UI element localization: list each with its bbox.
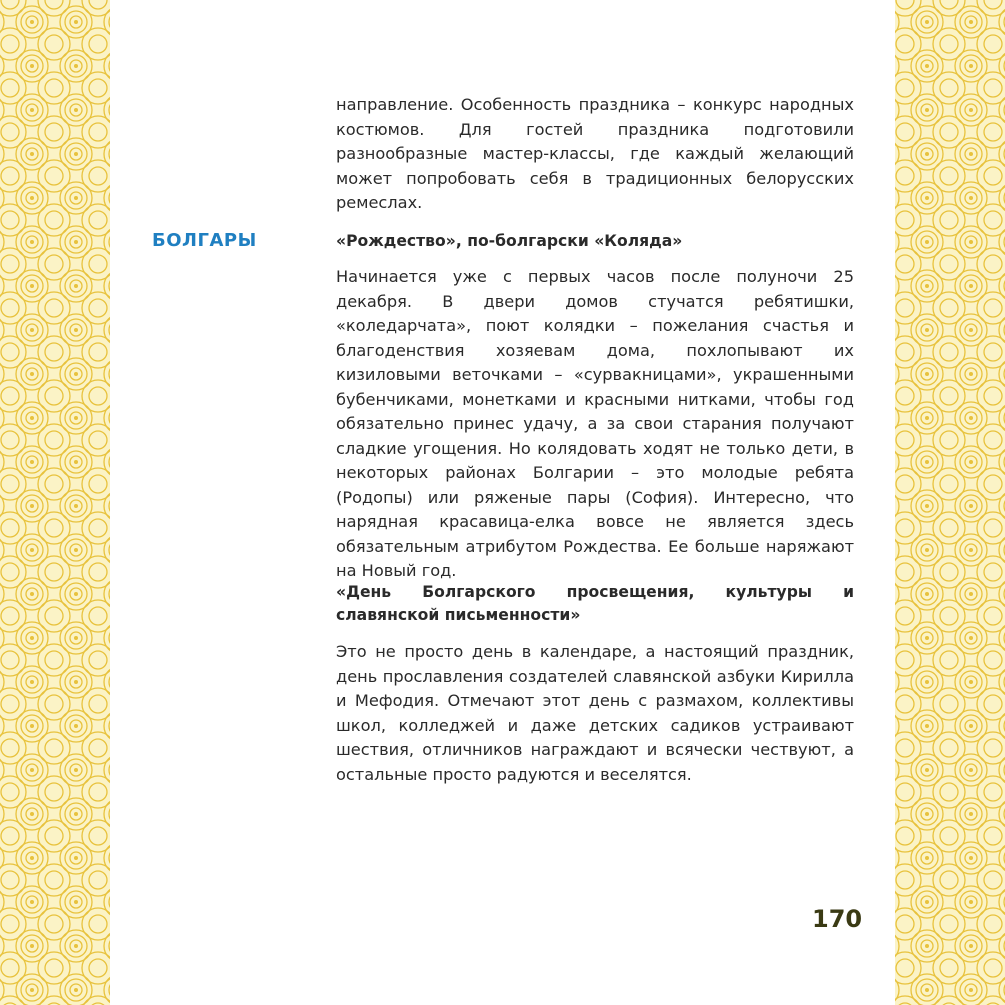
- section-label-bulgarians: БОЛГАРЫ: [152, 230, 257, 251]
- page-number: 170: [812, 905, 863, 933]
- right-ornamental-border: [895, 0, 1005, 1005]
- article-body-culture-day: Это не просто день в календаре, а настоящий праздник, день прославления создателей славянской азбуки Кирилла и Мефодия. Отмечают этот день с размахом, коллективы школ, колледжей и даже детских садиков устраивают шествия, отличников награждают и всячески чествуют, а остальные просто радуются и веселятся.: [336, 642, 854, 784]
- intro-paragraph: направление. Особенность праздника – конкурс народных костюмов. Для гостей праздника подготовили разнообразные мастер-классы, где каждый желающий может попробовать себя в традиционных белорусских ремеслах.: [336, 95, 854, 212]
- article-heading-culture-day: «День Болгарского просвещения, культуры и славянской письменности»: [336, 583, 854, 624]
- ornamental-lattice-icon: [895, 0, 1005, 1005]
- left-ornamental-border: [0, 0, 110, 1005]
- article-body-christmas: Начинается уже с первых часов после полуночи 25 декабря. В двери домов стучатся ребятишки, «коледарчата», поют колядки – пожелания счастья и благоденствия хозяевам дома, похлопывают их кизиловыми веточками – «сурвакницами», украшенными бубенчиками, монетками и красными нитками, чтобы год обязательно принес удачу, а за свои старания получают сладкие угощения. Но колядовать ходят не только дети, в некоторых районах Болгарии – это молодые ребята (Родопы) или ряженые пары (София). Интересно, что нарядная красавица-елка вовсе не является здесь обязательным атрибутом Рождества. Ее больше наряжают на Новый год.: [336, 267, 854, 580]
- article-heading-christmas: «Рождество», по-болгарски «Коляда»: [336, 232, 683, 250]
- ornamental-lattice-icon: [0, 0, 110, 1005]
